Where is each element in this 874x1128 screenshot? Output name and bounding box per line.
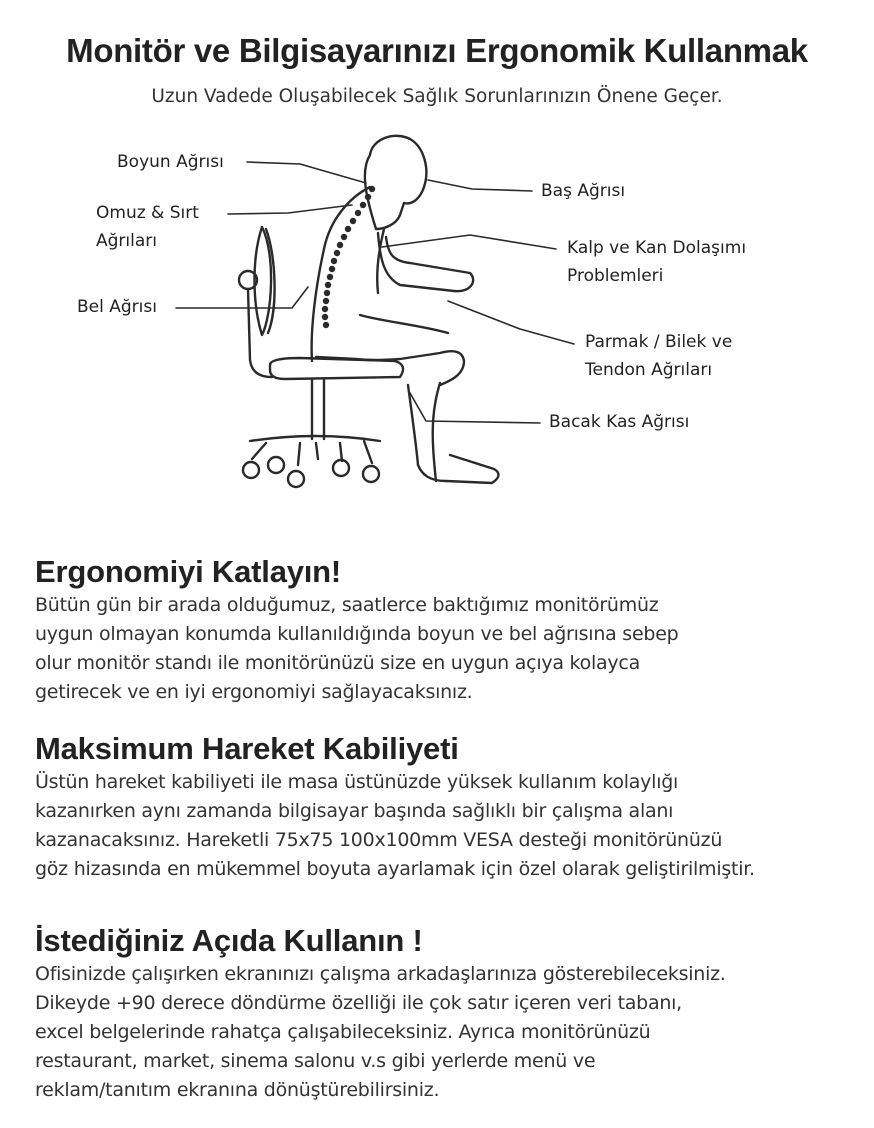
label-shoulder-back-pain: [96, 199, 199, 255]
ergonomics-figure: [0, 125, 874, 525]
label-circulation-line-2: Problemleri: [567, 266, 664, 286]
body-line: kazanacaksınız. Hareketli 75x75 100x100mm VESA desteği monitörünüzü: [35, 829, 723, 851]
label-headache: Baş Ağrısı: [541, 181, 626, 201]
body-line: kazanırken aynı zamanda bilgisayar başında sağlıklı bir çalışma alanı: [35, 800, 674, 822]
label-circulation: [567, 234, 746, 290]
body-line: Üstün hareket kabiliyeti ile masa üstünüzde yüksek kullanım kolaylığı: [35, 771, 679, 793]
body-line: olur monitör standı ile monitörünüzü size en uygun açıya kolayca: [35, 652, 641, 674]
section-body: [35, 960, 870, 1105]
seated-person-chair-icon: [0, 125, 874, 525]
section-mobility: [35, 730, 870, 884]
section-rotation: [35, 922, 870, 1105]
section-heading: İstediğiniz Açıda Kullanın !: [35, 923, 423, 958]
body-line: reklam/tanıtım ekranına dönüştürebilirsiniz.: [35, 1079, 440, 1101]
section-heading: Maksimum Hareket Kabiliyeti: [35, 731, 459, 766]
label-circulation-line-1: Kalp ve Kan Dolaşımı: [567, 238, 747, 258]
label-lower-back-pain: Bel Ağrısı: [77, 297, 157, 317]
section-ergonomics: [35, 553, 870, 707]
section-body: [35, 591, 870, 707]
body-line: Bütün gün bir arada olduğumuz, saatlerce baktığımız monitörümüz: [35, 594, 659, 616]
body-line: Ofisinizde çalışırken ekranınızı çalışma arkadaşlarınıza gösterebileceksiniz.: [35, 963, 726, 985]
section-body: [35, 768, 870, 884]
body-line: excel belgelerinde rahatça çalışabileceksiniz. Ayrıca monitörünüzü: [35, 1021, 651, 1043]
label-neck-pain: Boyun Ağrısı: [117, 152, 224, 172]
label-shoulder-line-2: Ağrıları: [96, 231, 157, 251]
body-line: uygun olmayan konumda kullanıldığında boyun ve bel ağrısına sebep: [35, 623, 679, 645]
page-title: Monitör ve Bilgisayarınızı Ergonomik Kullanmak: [66, 32, 808, 69]
label-leg-muscle: Bacak Kas Ağrısı: [549, 412, 690, 432]
body-line: restaurant, market, sinema salonu v.s gibi yerlerde menü ve: [35, 1050, 596, 1072]
label-finger-line-2: Tendon Ağrıları: [585, 360, 713, 380]
section-heading: Ergonomiyi Katlayın!: [35, 554, 342, 589]
body-line: göz hizasında en mükemmel boyuta ayarlamak için özel olarak geliştirilmiştir.: [35, 858, 755, 880]
body-line: getirecek ve en iyi ergonomiyi sağlayacaksınız.: [35, 681, 473, 703]
label-finger-line-1: Parmak / Bilek ve: [585, 332, 733, 352]
page-subtitle: Uzun Vadede Oluşabilecek Sağlık Sorunlarınızın Önene Geçer.: [151, 86, 723, 107]
label-finger-wrist: [585, 328, 732, 384]
body-line: Dikeyde +90 derece döndürme özelliği ile çok satır içeren veri tabanı,: [35, 992, 682, 1014]
label-shoulder-line-1: Omuz & Sırt: [96, 203, 199, 223]
